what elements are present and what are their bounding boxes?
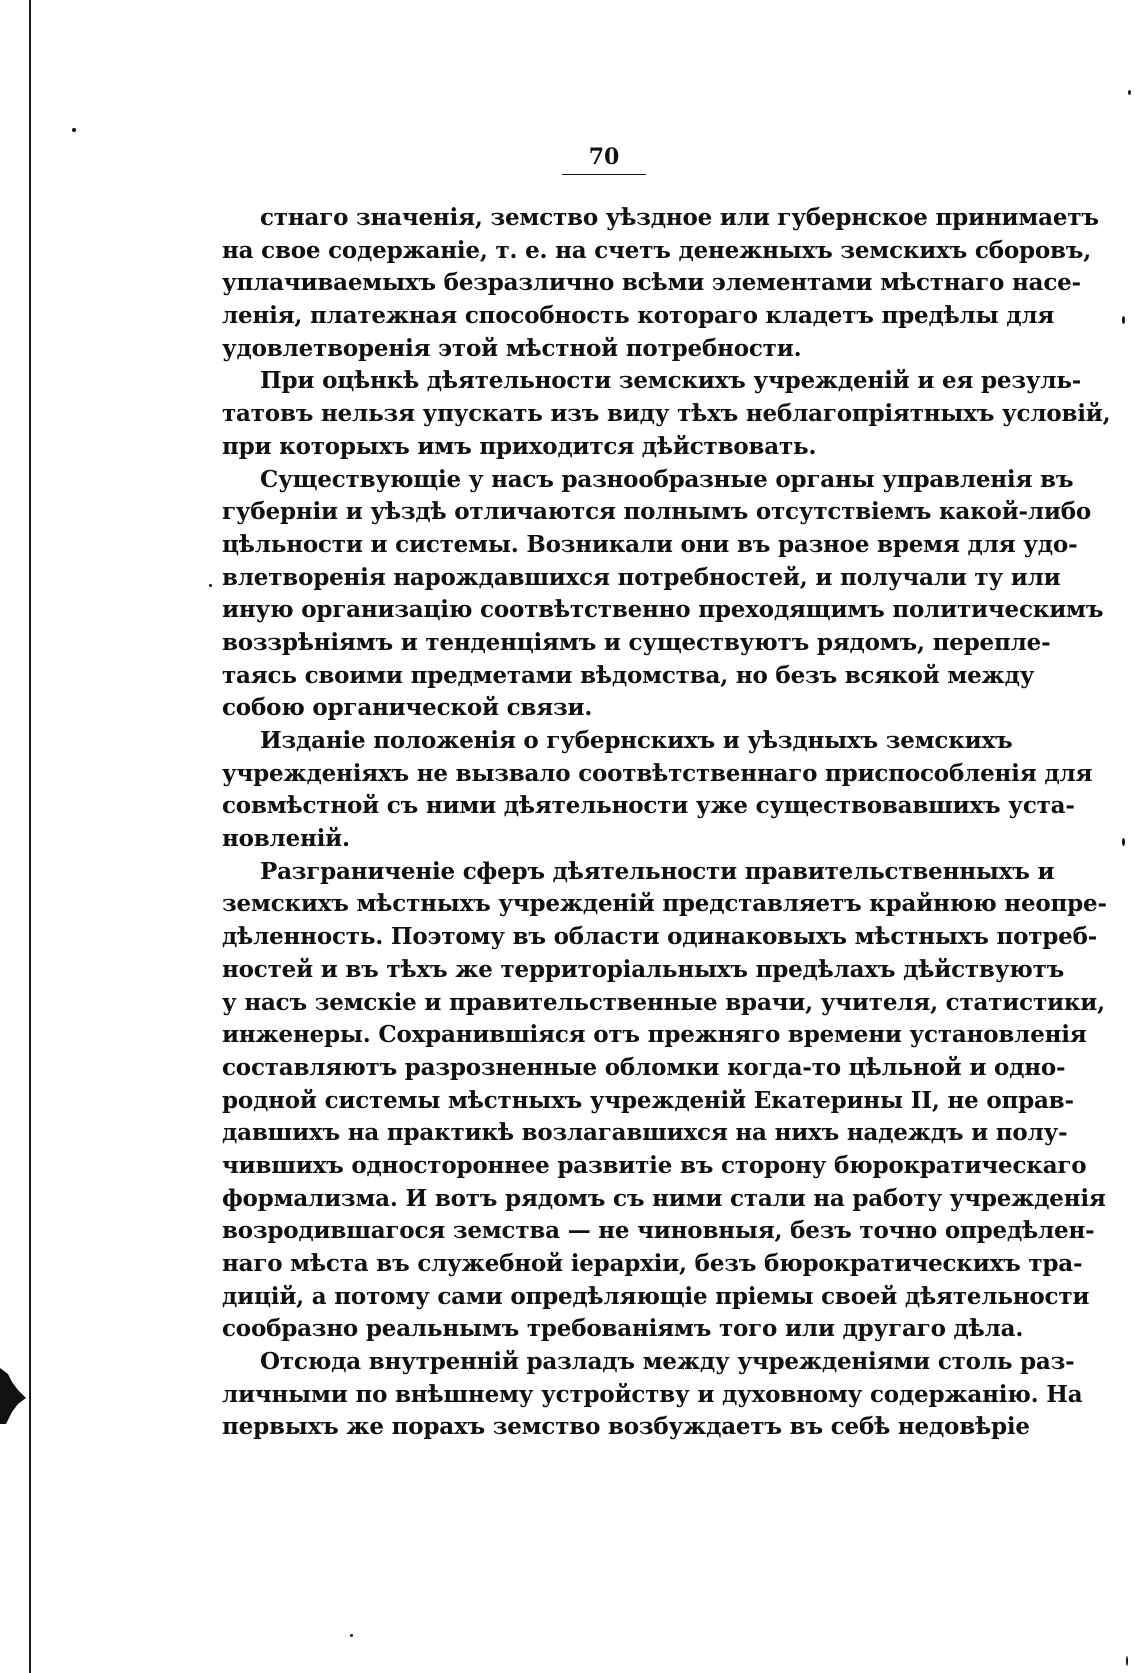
text-line: влетворенія нарождавшихся потребностей, и получали ту или <box>222 563 1061 591</box>
paragraph <box>222 202 1099 365</box>
text-line: инженеры. Сохранившіяся отъ прежняго времени установленія <box>222 1021 1087 1049</box>
text-line: таясь своими предметами вѣдомства, но безъ всякой между <box>222 661 1035 689</box>
paragraph <box>222 365 1111 463</box>
text-line: дицій, а потому сами опредѣляющіе пріемы своей дѣятельности <box>222 1282 1090 1310</box>
text-line: составляютъ разрозненные обломки когда-то цѣльной и одно- <box>222 1053 1066 1081</box>
paragraph <box>222 856 1107 1346</box>
text-line: возродившагося земства — не чиновныя, безъ точно опредѣлен- <box>222 1217 1095 1245</box>
scan-speck <box>209 584 212 587</box>
paragraph <box>222 725 1093 856</box>
text-line: ленія, платежная способность котораго кладетъ предѣлы для <box>222 302 1055 330</box>
scan-speck <box>1128 90 1131 95</box>
text-line: уплачиваемыхъ безразлично всѣми элементами мѣстнаго насе- <box>222 269 1081 297</box>
scan-clip-mark <box>0 1368 30 1424</box>
text-line: собою органической связи. <box>222 694 593 722</box>
text-line: цѣльности и системы. Возникали они въ разное время для удо- <box>222 530 1078 558</box>
text-line: совмѣстной съ ними дѣятельности уже существовавшихъ уста- <box>222 792 1075 820</box>
text-line: дѣленность. Поэтому въ области одинаковыхъ мѣстныхъ потреб- <box>222 923 1098 951</box>
text-line: Разграниченіе сферъ дѣятельности правительственныхъ и <box>260 857 1055 885</box>
text-line: на свое содержаніе, т. е. на счетъ денежныхъ земскихъ сборовъ, <box>222 236 1092 264</box>
scan-speck <box>1122 316 1125 324</box>
text-line: чившихъ одностороннее развитіе въ сторону бюрократическаго <box>222 1151 1087 1179</box>
text-line: Отсюда внутренній разладъ между учрежденіями столь раз- <box>260 1348 1075 1376</box>
text-line: при которыхъ имъ приходится дѣйствовать. <box>222 432 817 460</box>
paragraph <box>222 1346 1083 1444</box>
paragraph <box>222 464 1104 726</box>
text-line: сообразно реальнымъ требованіямъ того или другаго дѣла. <box>222 1315 1024 1343</box>
body-text <box>222 202 1111 1444</box>
scan-speck <box>1126 1656 1128 1666</box>
text-line: губерніи и уѣздѣ отличаются полнымъ отсутствіемъ какой-либо <box>222 498 1092 526</box>
text-line: воззрѣніямъ и тенденціямъ и существуютъ рядомъ, перепле- <box>222 628 1051 656</box>
text-line: татовъ нельзя упускать изъ виду тѣхъ неблагопріятныхъ условій, <box>222 400 1111 428</box>
scan-speck <box>1122 838 1125 846</box>
text-line: стнаго значенія, земство уѣздное или губернское принимаетъ <box>260 204 1099 231</box>
text-line: давшихъ на практикѣ возлагавшихся на нихъ надеждъ и полу- <box>222 1119 1068 1147</box>
text-line: иную организацію соотвѣтственно преходящимъ политическимъ <box>222 596 1104 624</box>
scan-speck <box>72 128 76 132</box>
text-line: родной системы мѣстныхъ учрежденій Екатерины II, не оправ- <box>222 1086 1074 1114</box>
text-line: При оцѣнкѣ дѣятельности земскихъ учрежденій и ея резуль- <box>260 367 1082 395</box>
text-line: учрежденіяхъ не вызвало соотвѣтственнаго приспособленія для <box>222 759 1093 787</box>
text-line: у насъ земскіе и правительственные врачи, учителя, статистики, <box>222 988 1105 1016</box>
text-line: Существующіе у насъ разнообразные органы управленія въ <box>260 465 1074 493</box>
text-line: земскихъ мѣстныхъ учрежденій представляетъ крайнюю неопре- <box>222 890 1107 918</box>
scan-speck <box>350 1634 353 1637</box>
text-line: удовлетворенія этой мѣстной потребности. <box>222 334 802 362</box>
text-line: наго мѣста въ служебной іерархіи, безъ бюрократическихъ тра- <box>222 1250 1083 1277</box>
page-number: 70 <box>562 144 646 175</box>
text-line: новленій. <box>222 825 350 853</box>
text-line: ностей и въ тѣхъ же территоріальныхъ предѣлахъ дѣйствуютъ <box>222 955 1065 983</box>
text-line: личными по внѣшнему устройству и духовному содержанію. На <box>222 1380 1083 1408</box>
text-line: Изданіе положенія о губернскихъ и уѣздныхъ земскихъ <box>260 727 1013 754</box>
text-line: формализма. И вотъ рядомъ съ ними стали на работу учрежденія <box>222 1184 1106 1212</box>
text-line: первыхъ же порахъ земство возбуждаетъ въ себѣ недовѣріе <box>222 1413 1030 1441</box>
